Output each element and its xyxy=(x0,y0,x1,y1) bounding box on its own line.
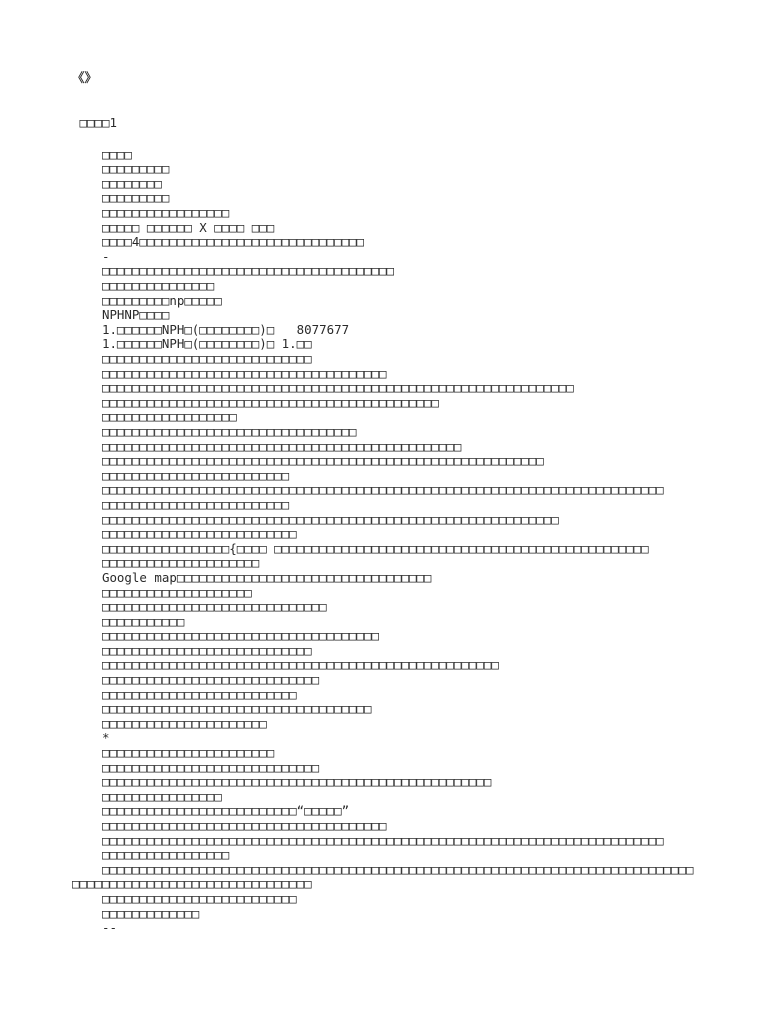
text-line: □□□□□□□□□□□□□□□□□□□□□□□□□□□□□□□□□□□□□□□□□□□□□□□□□□□□□□□□□□□□□□□□□□□□□□□□□□□ xyxy=(72,482,664,498)
text-line: □□□□□□□□□ xyxy=(72,190,170,206)
document-mark: 《》 xyxy=(72,70,97,85)
text-line: □□□□□□□□□□□□□□□□□□□□□□□□□□□□ xyxy=(72,642,312,658)
text-line: □□□□□□□□□□□□□□□□□□ xyxy=(72,409,237,425)
text-line: □□□□□□□□□□□□□□□□□□□□□□□□□□□□□□□□□□□□□□□□□□□□□□□□□□□□□□□□□□□□□□□□□□□□□□□□□□□ xyxy=(72,832,664,848)
text-line: □□□□ xyxy=(72,146,132,162)
text-line: □□□□□□□□□□□□□□□□□□□□□□□□□□□□□□□□□□□□□□□□□□□□□□□□□□□□□□□□□□□□□□□□□□□□□□□□□□□□□□□□□□□□□□□□□□□□□□□□□□□□□□□□□□□□□□□ xyxy=(72,861,694,892)
text-line: * xyxy=(72,730,110,746)
text-line: □□□□□□□□□□□□□□□□□□□□□□□□□□ xyxy=(72,686,297,702)
text-line: Google map□□□□□□□□□□□□□□□□□□□□□□□□□□□□□□□□□□ xyxy=(72,569,432,585)
text-line: □□□□□□□□□□□□□ xyxy=(72,905,200,921)
text-line: □□□□□□□□□□□□□□□□□□□□□□□□□□□□□□□□□□□□□□ xyxy=(72,365,387,381)
text-line: 1.□□□□□□NPH□(□□□□□□□□)□ 8077677 xyxy=(72,321,350,337)
text-line: □□□□□□□□□□□□□□□ xyxy=(72,278,215,294)
text-line: □□□□□□□□ xyxy=(72,175,162,191)
text-line: - xyxy=(72,248,110,264)
text-line: □□□□□□□□□□□□□□□□□{□□□□ □□□□□□□□□□□□□□□□□□□□□□□□□□□□□□□□□□□□□□□□□□□□□□□□□□ xyxy=(72,540,649,556)
text-line: □□□□□□□□□□□□□□□□□□□□□□□□□ xyxy=(72,496,290,512)
text-line: □□□□□□□□□np□□□□□ xyxy=(72,292,222,308)
text-line: □□□□□□□□□ xyxy=(72,161,170,177)
text-line: □□□□□□□□□□□□□□□□□□□□□□□□□□□□□□□□□□□□□ xyxy=(72,628,380,644)
text-line: □□□□□□□□□□□□□□□□□□□□□□□□□□□□□□□□□□□□□□□□□□□□□□□□□□□□□□□□□□□□□ xyxy=(72,511,559,527)
text-line: □□□□□□□□□□□□□□□□□□□□□□□□□ xyxy=(72,467,290,483)
text-line: 1.□□□□□□NPH□(□□□□□□□□)□ 1.□□ xyxy=(72,336,312,352)
text-line: □□□□□□□□□□□□□□□□□□□□ xyxy=(72,584,252,600)
text-line: □□□□4□□□□□□□□□□□□□□□□□□□□□□□□□□□□□□ xyxy=(72,234,365,250)
text-line: □□□□□□□□□□□□□□□□□□□□□□□ xyxy=(72,745,275,761)
text-line: □□□□□□□□□□□□□□□□□ xyxy=(72,847,230,863)
text-line: -- xyxy=(72,920,117,936)
text-line: □□□□□□□□□□□□□□□□□□□□□□□□□□□□□□□□□□□□□□□□□□□□□□□□□□□□ xyxy=(72,774,492,790)
text-line: □□□□□□□□□□□□□□□□□□□□□□□□□□“□□□□□” xyxy=(72,803,350,819)
text-line: □□□□□□□□□□□□□□□□□□□□□ xyxy=(72,555,260,571)
text-line: □□□□□□□□□□□□□□□□□□□□□□ xyxy=(72,715,267,731)
text-line: □□□□□□□□□□□□□□□□□□□□□□□□□□□□□ xyxy=(72,759,320,775)
text-line: □□□□□□□□□□□□□□□□□□□□□□□□□□□□□□□□□□□□□□□ xyxy=(72,263,394,279)
text-line: □□□□□□□□□□□□□□□□□ xyxy=(72,205,230,221)
text-line: □□□□□□□□□□□□□□□□□□□□□□□□□□□□□□□□□□□□□□□□□□□□□ xyxy=(72,394,439,410)
text-line: □□□□□□□□□□□ xyxy=(72,613,185,629)
document-body xyxy=(72,148,696,936)
text-line: □□□□□□□□□□□□□□□□□□□□□□□□□□ xyxy=(72,890,297,906)
text-line: □□□□□□□□□□□□□□□□□□□□□□□□□□ xyxy=(72,526,297,542)
section-heading: □□□□1 xyxy=(72,115,117,130)
text-line: □□□□□□□□□□□□□□□□□□□□□□□□□□□□ xyxy=(72,351,312,366)
text-line: □□□□□□□□□□□□□□□□□□□□□□□□□□□□□□□□□□□□□□ xyxy=(72,818,387,833)
text-line: □□□□□□□□□□□□□□□□□□□□□□□□□□□□□□ xyxy=(72,599,327,615)
text-line: □□□□□□□□□□□□□□□□□□□□□□□□□□□□□□□□□□□□□□□□□□□□□□□□□□□□□□□□□□□□□□□ xyxy=(72,380,574,396)
text-line: NPHNP□□□□ xyxy=(72,307,170,323)
text-line: □□□□□□□□□□□□□□□□□□□□□□□□□□□□□□□□□□□□□□□□□□□□□□□□□□□□□ xyxy=(72,657,499,673)
text-line: □□□□□□□□□□□□□□□□□□□□□□□□□□□□□□□□□□□□ xyxy=(72,701,372,717)
text-line: □□□□□□□□□□□□□□□□□□□□□□□□□□□□□□□□□□ xyxy=(72,423,357,439)
text-line: □□□□□□□□□□□□□□□□□□□□□□□□□□□□□□□□□□□□□□□□□□□□□□□□□□□□□□□□□□□ xyxy=(72,453,544,469)
text-line: □□□□□□□□□□□□□□□□ xyxy=(72,788,222,804)
text-line: □□□□□□□□□□□□□□□□□□□□□□□□□□□□□ xyxy=(72,672,320,688)
text-line: □□□□□ □□□□□□ X □□□□ □□□ xyxy=(72,219,275,235)
text-line: □□□□□□□□□□□□□□□□□□□□□□□□□□□□□□□□□□□□□□□□□□□□□□□□ xyxy=(72,438,462,454)
